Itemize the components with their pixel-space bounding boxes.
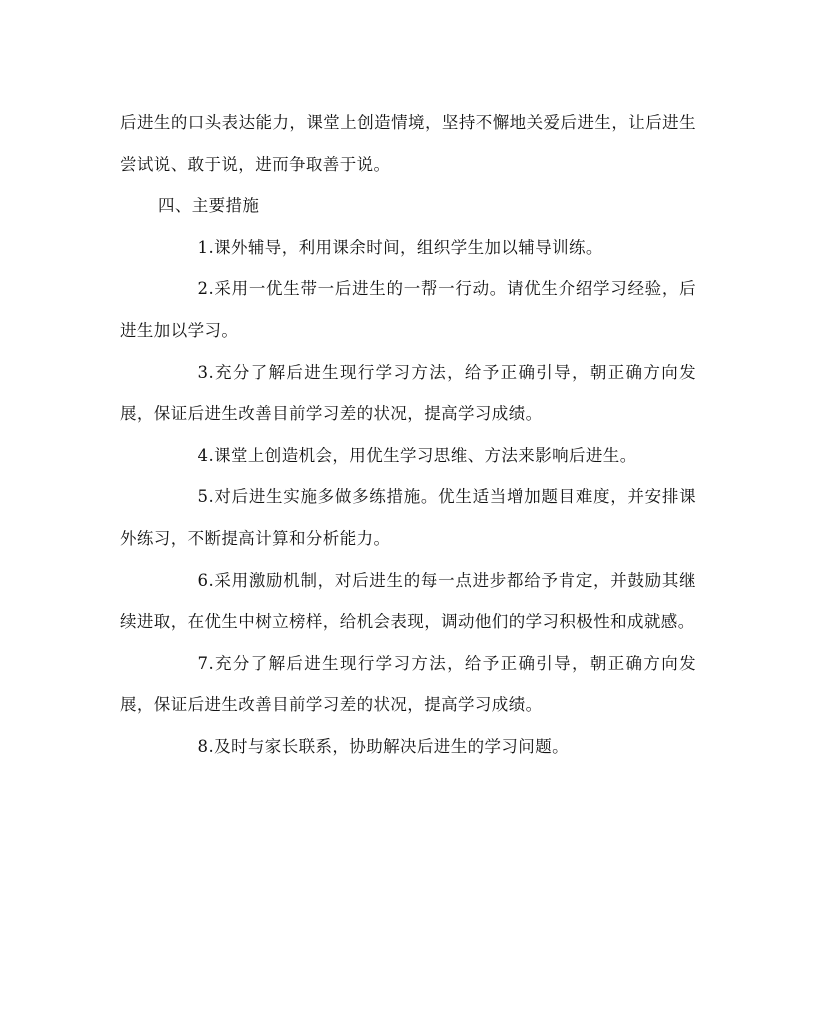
list-item: 3.充分了解后进生现行学习方法，给予正确引导，朝正确方向发展，保证后进生改善目前学习差的状况，提高学习成绩。: [120, 362, 696, 424]
list-item: 6.采用激励机制，对后进生的每一点进步都给予肯定，并鼓励其继续进取，在优生中树立榜样，给机会表现，调动他们的学习积极性和成就感。: [120, 570, 696, 632]
list-item: 4.课堂上创造机会，用优生学习思维、方法来影响后进生。: [197, 445, 637, 465]
list-item: 2.采用一优生带一后进生的一帮一行动。请优生介绍学习经验，后进生加以学习。: [120, 279, 696, 340]
section-heading: 四、主要措施: [157, 196, 260, 216]
list-item: 5.对后进生实施多做多练措施。优生适当增加题目难度，并安排课外练习，不断提高计算和分析能力。: [120, 487, 696, 548]
document-body: [120, 102, 696, 768]
list-item: 7.充分了解后进生现行学习方法，给予正确引导，朝正确方向发展，保证后进生改善目前学习差的状况，提高学习成绩。: [120, 653, 696, 715]
paragraph-continuation: 后进生的口头表达能力，课堂上创造情境，坚持不懈地关爱后进生，让后进生尝试说、敢于说，进而争取善于说。: [120, 113, 696, 174]
list-item: 1.课外辅导，利用课余时间，组织学生加以辅导训练。: [197, 237, 603, 257]
list-item: 8.及时与家长联系，协助解决后进生的学习问题。: [197, 736, 569, 756]
